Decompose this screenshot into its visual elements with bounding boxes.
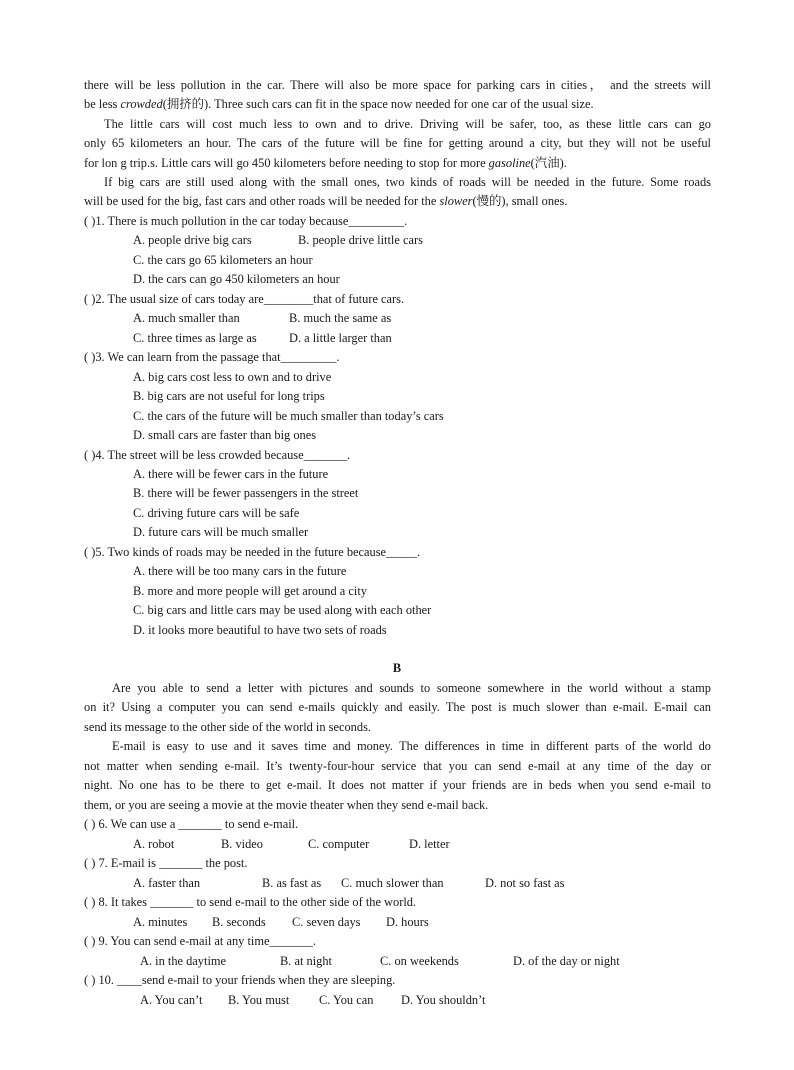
question-3-option-c[interactable]: C. the cars of the future will be much smaller than today’s cars xyxy=(133,409,444,423)
passage-b-line-6: night. No one has to be there to get e-mail. It does not matter if your friends are in beds when you send e-mail to xyxy=(84,778,711,792)
passage-a-line-7-start: will be used for the big, fast cars and other roads will be needed for the xyxy=(84,194,440,208)
word-gasoline: gasoline xyxy=(488,156,531,170)
passage-a-line-4: only 65 kilometers an hour. The cars of the future will be fine for getting around a city, but they will not be useful xyxy=(84,136,711,150)
question-5-option-b[interactable]: B. more and more people will get around a city xyxy=(133,584,367,598)
question-9-stem: ( ) 9. You can send e-mail at any time_______. xyxy=(84,934,316,948)
question-2-options-row-1 xyxy=(133,310,391,326)
question-10-option-c[interactable]: C. You can xyxy=(319,993,374,1007)
question-9-option-a[interactable]: A. in the daytime xyxy=(140,954,227,968)
question-1-option-b[interactable]: B. people drive little cars xyxy=(298,233,423,247)
question-5-stem: ( )5. Two kinds of roads may be needed in the future because_____. xyxy=(84,545,421,559)
question-4-stem: ( )4. The street will be less crowded because_______. xyxy=(84,448,351,462)
question-5-option-c[interactable]: C. big cars and little cars may be used along with each other xyxy=(133,603,432,617)
question-1-option-c[interactable]: C. the cars go 65 kilometers an hour xyxy=(133,253,313,267)
passage-a-line-5 xyxy=(84,155,567,171)
passage-b-line-4: E-mail is easy to use and it saves time and money. The differences in time in different parts of the world do xyxy=(112,739,711,753)
question-4-option-d[interactable]: D. future cars will be much smaller xyxy=(133,525,309,539)
question-2-option-c[interactable]: C. three times as large as xyxy=(133,331,257,345)
question-3-option-d[interactable]: D. small cars are faster than big ones xyxy=(133,428,317,442)
question-6-option-a[interactable]: A. robot xyxy=(133,837,175,851)
word-crowded: crowded xyxy=(120,97,163,111)
question-2-option-b[interactable]: B. much the same as xyxy=(289,311,392,325)
question-7-option-d[interactable]: D. not so fast as xyxy=(485,876,565,890)
question-8-options xyxy=(133,914,429,930)
question-3-option-a[interactable]: A. big cars cost less to own and to drive xyxy=(133,370,332,384)
question-10-stem: ( ) 10. ____send e-mail to your friends when they are sleeping. xyxy=(84,973,396,987)
question-4-option-a[interactable]: A. there will be fewer cars in the future xyxy=(133,467,329,481)
question-10-option-d[interactable]: D. You shouldn’t xyxy=(401,993,486,1007)
passage-b-line-2: on it? Using a computer you can send e-mails quickly and easily. The post is much slower than e-mail. E-mail can xyxy=(84,700,711,714)
passage-a-line-5-start: for lon g trip.s. Little cars will go 450 kilometers before needing to stop for more xyxy=(84,156,489,170)
question-9-option-d[interactable]: D. of the day or night xyxy=(513,954,620,968)
passage-b-line-3: send its message to the other side of the world in seconds. xyxy=(84,720,371,734)
question-10-option-a[interactable]: A. You can’t xyxy=(140,993,203,1007)
question-9-options xyxy=(140,953,620,969)
question-3-option-b[interactable]: B. big cars are not useful for long trips xyxy=(133,389,325,403)
question-6-option-b[interactable]: B. video xyxy=(221,837,263,851)
question-1-option-d[interactable]: D. the cars can go 450 kilometers an hour xyxy=(133,272,340,286)
question-9-option-b[interactable]: B. at night xyxy=(280,954,332,968)
question-1-stem: ( )1. There is much pollution in the car today because_________. xyxy=(84,214,408,228)
question-5-option-d[interactable]: D. it looks more beautiful to have two sets of roads xyxy=(133,623,387,637)
question-7-stem: ( ) 7. E-mail is _______ the post. xyxy=(84,856,248,870)
question-2-option-a[interactable]: A. much smaller than xyxy=(133,311,240,325)
passage-a-line-6: If big cars are still used along with the small ones, two kinds of roads will be needed in the future. Some roads xyxy=(104,175,711,189)
question-5-option-a[interactable]: A. there will be too many cars in the future xyxy=(133,564,347,578)
question-3-stem: ( )3. We can learn from the passage that_________. xyxy=(84,350,340,364)
question-4-option-b[interactable]: B. there will be fewer passengers in the street xyxy=(133,486,359,500)
question-4-option-c[interactable]: C. driving future cars will be safe xyxy=(133,506,300,520)
question-8-option-a[interactable]: A. minutes xyxy=(133,915,188,929)
question-7-option-a[interactable]: A. faster than xyxy=(133,876,201,890)
question-10-option-b[interactable]: B. You must xyxy=(228,993,290,1007)
question-10-options xyxy=(140,992,485,1008)
passage-a-line-7-rest: (慢的), small ones. xyxy=(472,194,568,208)
question-8-option-d[interactable]: D. hours xyxy=(386,915,429,929)
passage-a-line-2-rest: (拥挤的). Three such cars can fit in the space now needed for one car of the usual size. xyxy=(162,97,594,111)
question-6-options xyxy=(133,836,450,852)
question-7-option-b[interactable]: B. as fast as xyxy=(262,876,322,890)
question-6-option-d[interactable]: D. letter xyxy=(409,837,450,851)
passage-a-line-2-start: be less xyxy=(84,97,121,111)
question-6-option-c[interactable]: C. computer xyxy=(308,837,370,851)
question-2-option-d[interactable]: D. a little larger than xyxy=(289,331,392,345)
word-slower: slower xyxy=(439,194,473,208)
question-8-option-b[interactable]: B. seconds xyxy=(212,915,266,929)
section-b-heading: B xyxy=(392,661,402,675)
question-2-options-row-2 xyxy=(133,330,392,346)
passage-a-line-1: there will be less pollution in the car. There will also be more space for parking cars in cities， and the streets will xyxy=(84,78,711,92)
passage-a-line-7 xyxy=(84,193,567,209)
question-7-options xyxy=(133,875,565,891)
question-8-option-c[interactable]: C. seven days xyxy=(292,915,361,929)
question-9-option-c[interactable]: C. on weekends xyxy=(380,954,459,968)
question-1-option-a[interactable]: A. people drive big cars xyxy=(133,233,252,247)
question-2-stem: ( )2. The usual size of cars today are________that of future cars. xyxy=(84,292,405,306)
passage-b-line-7: them, or you are seeing a movie at the movie theater when they send e-mail back. xyxy=(84,798,489,812)
passage-b-line-1: Are you able to send a letter with pictures and sounds to someone somewhere in the world without a stamp xyxy=(112,681,711,695)
passage-a-line-3: The little cars will cost much less to own and to drive. Driving will be safer, too, as these little cars can go xyxy=(104,117,711,131)
passage-a-line-5-rest: (汽油). xyxy=(530,156,567,170)
question-6-stem: ( ) 6. We can use a _______ to send e-mail. xyxy=(84,817,299,831)
question-1-options-row-1 xyxy=(133,232,423,248)
passage-a-line-2 xyxy=(84,96,594,112)
question-8-stem: ( ) 8. It takes _______ to send e-mail to the other side of the world. xyxy=(84,895,417,909)
question-7-option-c[interactable]: C. much slower than xyxy=(341,876,444,890)
passage-b-line-5: not matter when sending e-mail. It’s twenty-four-hour service that you can send e-mail at any time of the day or xyxy=(84,759,711,773)
